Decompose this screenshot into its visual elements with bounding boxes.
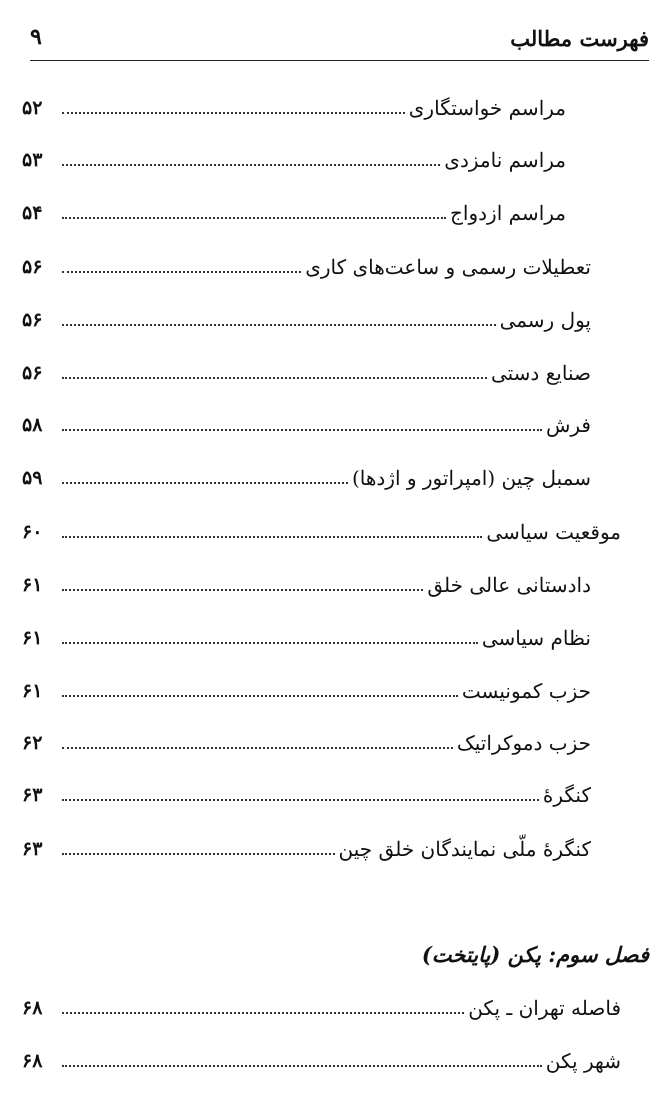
dot-leader	[62, 112, 405, 114]
toc-entry[interactable]	[22, 249, 591, 285]
toc-entry-label: حزب کمونیست	[461, 679, 591, 703]
toc-entry-page: ۶۱	[22, 627, 43, 649]
page-number: ۹	[30, 24, 42, 50]
toc-entry[interactable]	[22, 567, 591, 603]
toc-entry[interactable]	[22, 620, 591, 656]
toc-entry-page: ۵۴	[22, 202, 43, 224]
toc-entry-label: سمبل چین (امپراتور و اژدها)	[351, 466, 591, 490]
dot-leader	[62, 1012, 464, 1014]
toc-entry-page: ۵۶	[22, 362, 43, 384]
toc-entry-page: ۶۱	[22, 680, 43, 702]
toc-entry-label: مراسم ازدواج	[450, 201, 566, 225]
toc-entry-label: مراسم خواستگاری	[408, 96, 566, 120]
toc-entry-page: ۵۲	[22, 97, 43, 119]
dot-leader	[62, 589, 423, 591]
toc-entry-label: صنایع دستی	[490, 361, 591, 385]
toc-entry-label: نظام سیاسی	[481, 626, 591, 650]
dot-leader	[62, 324, 496, 326]
dot-leader	[62, 642, 478, 644]
toc-entry[interactable]	[22, 460, 591, 496]
toc-entry-page: ۶۳	[22, 838, 43, 860]
toc-entry[interactable]	[22, 90, 566, 126]
toc-entry[interactable]	[22, 302, 591, 338]
toc-entry-label: دادستانی عالی خلق	[427, 573, 591, 597]
toc-entry[interactable]	[22, 673, 591, 709]
toc-entry-page: ۵۶	[22, 256, 43, 278]
toc-entry-page: ۵۸	[22, 414, 43, 436]
dot-leader	[62, 799, 539, 801]
toc-entry-page: ۶۸	[22, 1050, 43, 1072]
page-title: فهرست مطالب	[510, 26, 649, 51]
toc-entry-page: ۵۳	[22, 149, 43, 171]
toc-entry-label: پول رسمی	[499, 308, 591, 332]
toc-entry[interactable]	[22, 514, 621, 550]
dot-leader	[62, 377, 487, 379]
dot-leader	[62, 536, 482, 538]
page-header	[30, 20, 649, 61]
toc-entry-label: مراسم نامزدی	[444, 148, 566, 172]
toc-entry-label: فاصله تهران ـ پکن	[468, 996, 621, 1020]
toc-entry-page: ۶۲	[22, 732, 43, 754]
toc-entry[interactable]	[22, 1043, 621, 1079]
toc-entry-page: ۶۰	[22, 521, 43, 543]
dot-leader	[62, 482, 348, 484]
chapter-heading: فصل سوم: پکن (پایتخت)	[421, 942, 649, 967]
toc-entry-label: کنگرهٔ	[542, 783, 591, 807]
dot-leader	[62, 853, 335, 855]
dot-leader	[62, 164, 440, 166]
toc-entry[interactable]	[22, 142, 566, 178]
dot-leader	[62, 217, 446, 219]
toc-entry[interactable]	[22, 195, 566, 231]
toc-entry[interactable]	[22, 725, 591, 761]
dot-leader	[62, 429, 542, 431]
dot-leader	[62, 747, 453, 749]
toc-entry-page: ۶۳	[22, 784, 43, 806]
toc-entry-label: حزب دموکراتیک	[456, 731, 591, 755]
dot-leader	[62, 1065, 542, 1067]
toc-entry-page: ۶۱	[22, 574, 43, 596]
toc-entry-page: ۵۹	[22, 467, 43, 489]
toc-entry-label: فرش	[545, 413, 591, 437]
toc-entry-label: شهر پکن	[545, 1049, 621, 1073]
toc-entry-label: موقعیت سیاسی	[486, 520, 621, 544]
toc-entry-page: ۶۸	[22, 997, 43, 1019]
toc-entry[interactable]	[22, 831, 591, 867]
toc-entry[interactable]	[22, 407, 591, 443]
dot-leader	[62, 695, 458, 697]
toc-entry-label: کنگرهٔ ملّی نمایندگان خلق چین	[338, 837, 591, 861]
dot-leader	[62, 271, 301, 273]
toc-entry[interactable]	[22, 990, 621, 1026]
toc-entry-label: تعطیلات رسمی و ساعت‌های کاری	[305, 255, 591, 279]
toc-entry[interactable]	[22, 777, 591, 813]
toc-entry[interactable]	[22, 355, 591, 391]
toc-entry-page: ۵۶	[22, 309, 43, 331]
